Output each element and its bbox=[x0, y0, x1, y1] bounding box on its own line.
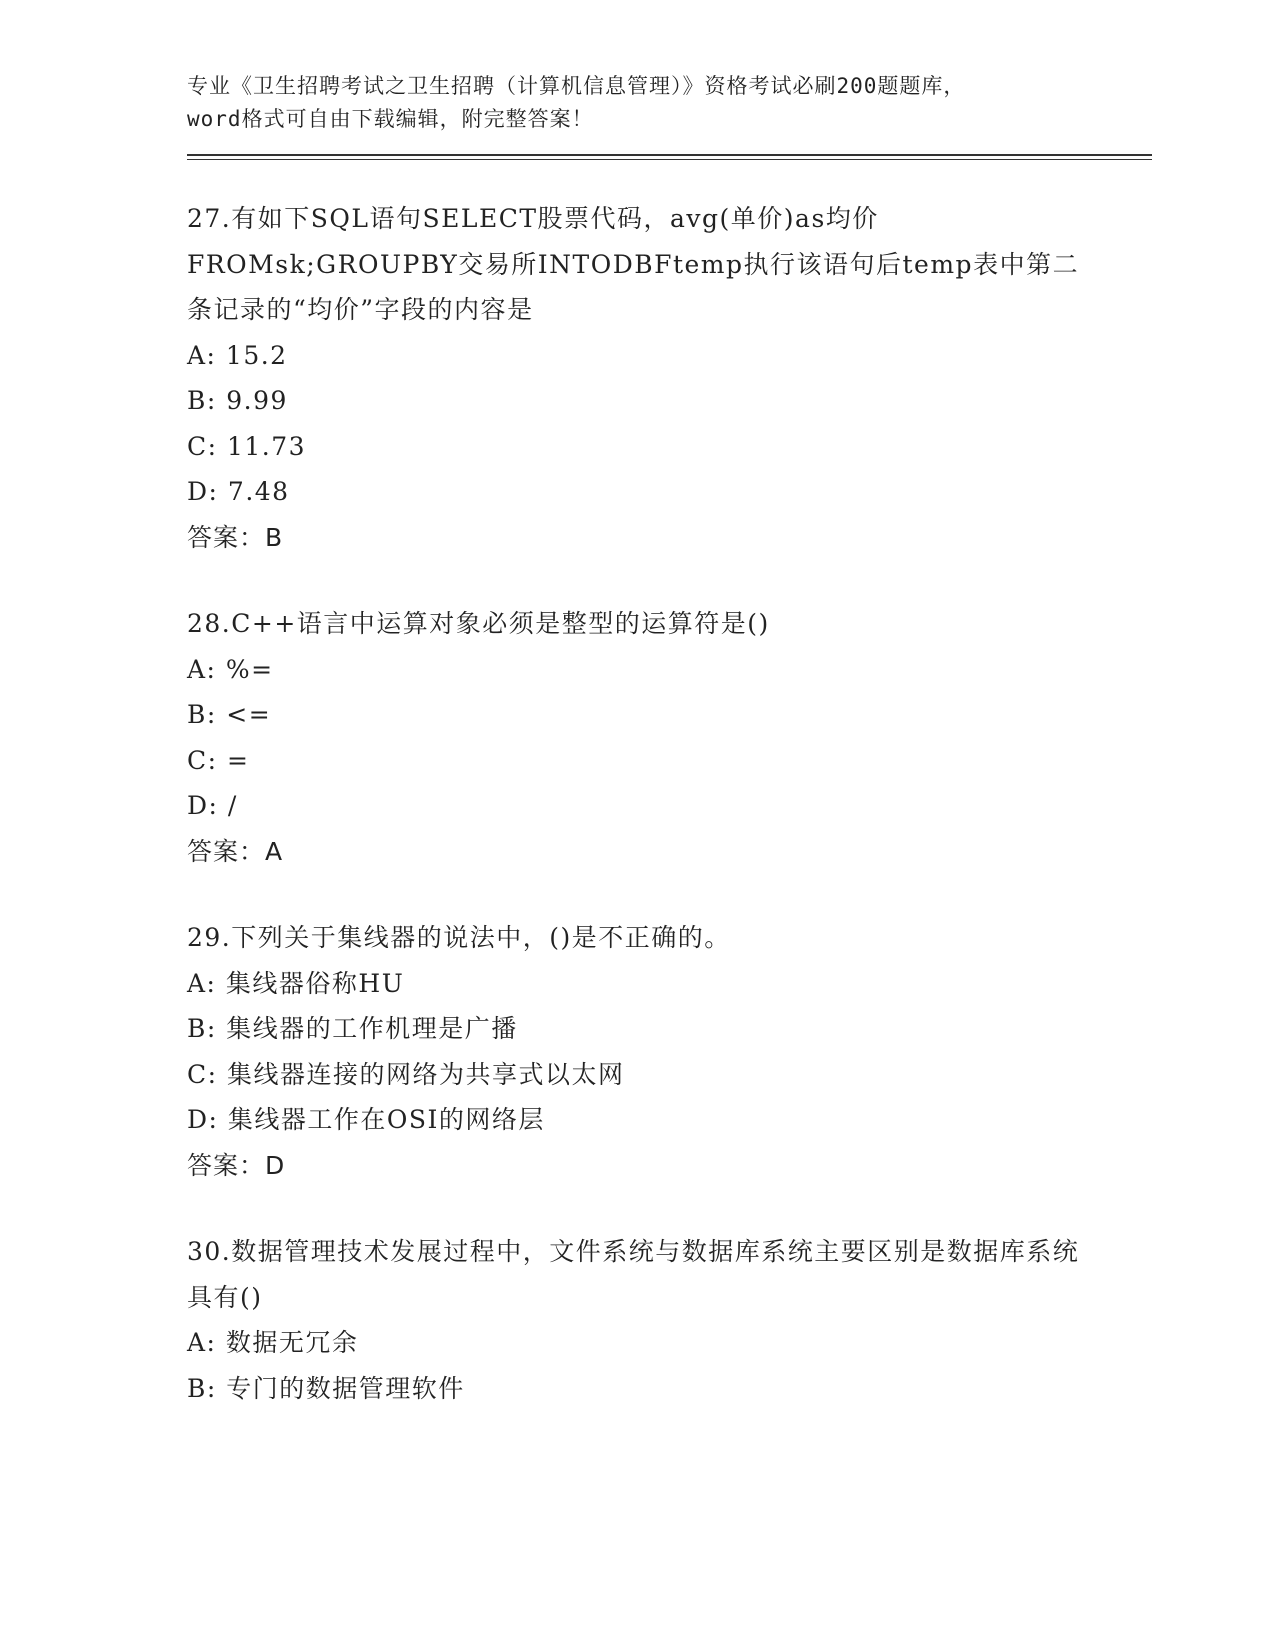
answer-line: 答案：D bbox=[187, 1150, 286, 1180]
option-d: D: 7.48 bbox=[187, 477, 290, 506]
question-stem: 28.C++语言中运算对象必须是整型的运算符是() bbox=[187, 609, 770, 638]
option-a: A: 数据无冗余 bbox=[187, 1328, 359, 1357]
question-stem: 27.有如下SQL语句SELECT股票代码，avg(单价)as均价FROMsk;GROUPBY交易所INTODBFtemp执行该语句后temp表中第二条记录的“均价”字段的内容是 bbox=[187, 204, 1080, 324]
option-b: B: 专门的数据管理软件 bbox=[187, 1373, 465, 1403]
answer-line: 答案：B bbox=[187, 522, 284, 552]
question-stem: 29.下列关于集线器的说法中，()是不正确的。 bbox=[187, 923, 731, 952]
option-a: A: 15.2 bbox=[187, 340, 288, 370]
option-d: D: / bbox=[187, 791, 238, 820]
option-a: A: 集线器俗称HU bbox=[187, 968, 405, 998]
option-c: C: = bbox=[187, 745, 250, 775]
question-29 bbox=[187, 915, 1152, 1188]
question-stem: 30.数据管理技术发展过程中，文件系统与数据库系统主要区别是数据库系统具有() bbox=[187, 1237, 1080, 1312]
option-c: C: 11.73 bbox=[187, 431, 307, 461]
option-b: B: 集线器的工作机理是广播 bbox=[187, 1014, 518, 1043]
option-a: A: %= bbox=[187, 654, 274, 684]
header-divider bbox=[187, 154, 1152, 160]
header-line-1: 专业《卫生招聘考试之卫生招聘（计算机信息管理）》资格考试必刷200题题库， bbox=[187, 74, 966, 98]
question-list bbox=[187, 196, 1152, 1411]
header-line-2: word格式可自由下载编辑，附完整答案！ bbox=[187, 107, 594, 131]
option-b: B: <= bbox=[187, 700, 272, 729]
question-30 bbox=[187, 1229, 1152, 1411]
document-page bbox=[187, 70, 1152, 1452]
option-d: D: 集线器工作在OSI的网络层 bbox=[187, 1105, 545, 1134]
question-28 bbox=[187, 601, 1152, 874]
option-b: B: 9.99 bbox=[187, 386, 288, 415]
question-27 bbox=[187, 196, 1152, 560]
document-header bbox=[187, 70, 1152, 136]
option-c: C: 集线器连接的网络为共享式以太网 bbox=[187, 1059, 625, 1089]
answer-line: 答案：A bbox=[187, 836, 284, 866]
